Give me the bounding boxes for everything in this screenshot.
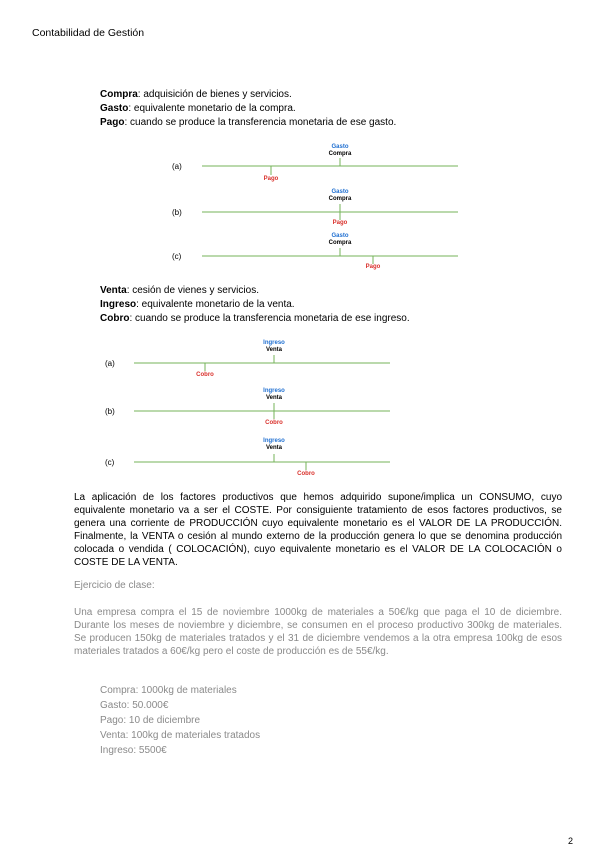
label-cobro: Cobro xyxy=(196,372,214,378)
summary-item: Venta: 100kg de materiales tratados xyxy=(100,730,261,741)
timeline-label: (b) xyxy=(105,407,115,416)
label-pago: Pago xyxy=(332,220,348,226)
exercise-summary xyxy=(100,683,260,758)
label-venta: Venta xyxy=(265,445,282,451)
definition-ingreso: Ingreso: equivalente monetario de la venta. xyxy=(100,299,295,310)
summary-item: Gasto: 50.000€ xyxy=(100,700,169,711)
label-gasto: Gasto xyxy=(331,233,349,239)
timeline-label: (a) xyxy=(172,162,182,171)
definition-cobro: Cobro: cuando se produce la transferencia monetaria de ese ingreso. xyxy=(100,313,410,324)
label-pago: Pago xyxy=(263,176,279,182)
header-title: Contabilidad de Gestión xyxy=(32,27,145,39)
label-cobro: Cobro xyxy=(265,420,283,426)
timeline-label: (a) xyxy=(105,359,115,368)
definition-pago: Pago: cuando se produce la transferencia monetaria de ese gasto. xyxy=(100,117,397,128)
label-compra: Compra xyxy=(328,240,352,246)
exercise-text: Una empresa compra el 15 de noviembre 1000kg de materiales a 50€/kg que paga el 10 de diciembre. Durante los meses de noviembre y diciembre, se consumen en el proceso productivo 300kg de materiales. Se producen 150kg de materiales tratados y el 31 de diciembre vendemos a la otra empresa 100kg de esos materiales tratados a 60€/kg pero el coste de producción es de 55€/kg. xyxy=(74,607,562,657)
label-venta: Venta xyxy=(265,395,282,401)
label-ingreso: Ingreso xyxy=(263,340,285,346)
timeline-label: (b) xyxy=(172,208,182,217)
label-ingreso: Ingreso xyxy=(263,388,285,394)
timeline-label: (c) xyxy=(172,252,182,261)
label-compra: Compra xyxy=(328,196,352,202)
definition-gasto: Gasto: equivalente monetario de la compra. xyxy=(100,103,296,114)
label-venta: Venta xyxy=(265,347,282,353)
summary-item: Ingreso: 5500€ xyxy=(100,745,167,756)
sale-definitions xyxy=(100,284,410,326)
body-paragraph: La aplicación de los factores productivos que hemos adquirido supone/implica un CONSUMO, cuyo equivalente monetario va a ser el COSTE. Por consiguiente tratamiento de esos factores productivos, se genera una corriente de PRODUCCIÓN cuyo equivalente monetario es el VALOR DE LA PRODUCCIÓN. Finalmente, la VENTA o cesión al mundo externo de la producción genera lo que se denomina producción colocada o vendida ( COLOCACIÓN), cuyo equivalente monetario es el VALOR DE LA COLOCACIÓN o COSTE DE LA VENTA. xyxy=(74,492,562,568)
page-number: 2 xyxy=(568,836,574,846)
label-compra: Compra xyxy=(328,151,352,157)
summary-item: Pago: 10 de diciembre xyxy=(100,715,201,726)
label-pago: Pago xyxy=(365,264,381,270)
label-gasto: Gasto xyxy=(331,189,349,195)
label-ingreso: Ingreso xyxy=(263,438,285,444)
label-cobro: Cobro xyxy=(297,471,315,477)
timeline-label: (c) xyxy=(105,458,115,467)
summary-item: Compra: 1000kg de materiales xyxy=(100,685,237,696)
exercise-title: Ejercicio de clase: xyxy=(74,580,155,591)
definition-venta: Venta: cesión de vienes y servicios. xyxy=(100,285,259,296)
definition-compra: Compra: adquisición de bienes y servicios. xyxy=(100,89,292,100)
label-gasto: Gasto xyxy=(331,144,349,150)
